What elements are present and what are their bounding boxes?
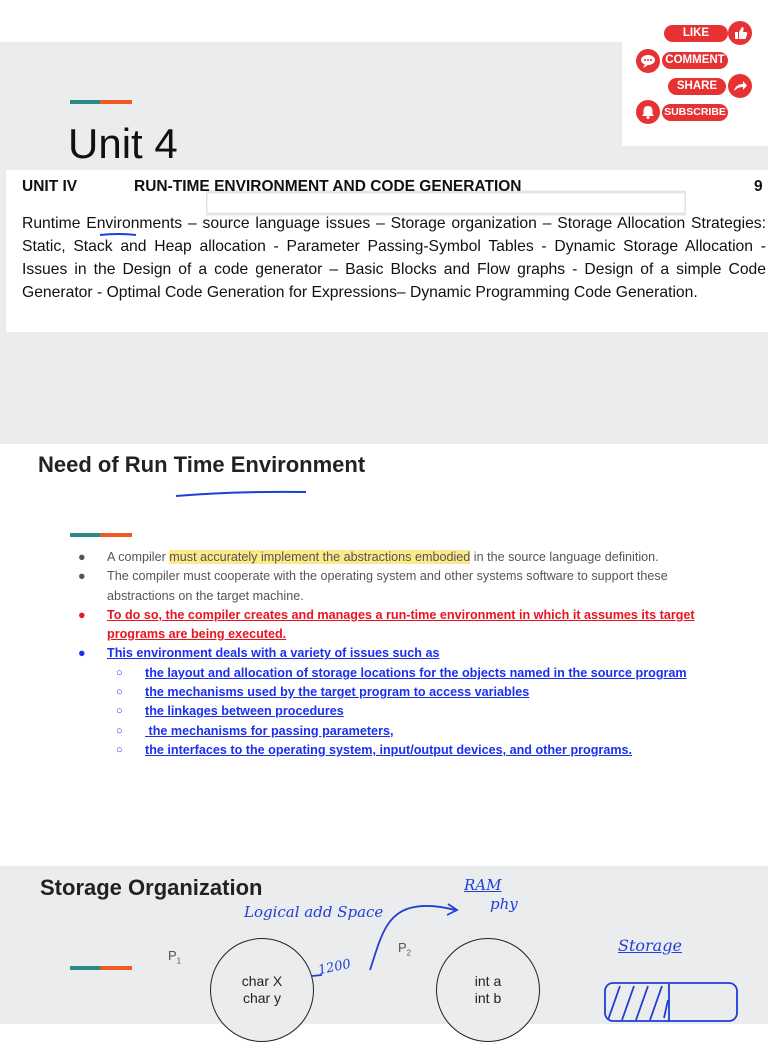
- process-label-p2: $P_2$: [398, 940, 412, 958]
- syllabus-heading: RUN-TIME ENVIRONMENT AND CODE GENERATION: [134, 178, 522, 195]
- bell-icon[interactable]: [636, 100, 660, 124]
- process-circle-p2: int a int b: [436, 938, 540, 1042]
- share-arrow-icon[interactable]: [728, 74, 752, 98]
- syllabus-box: [6, 170, 768, 332]
- sub-list-item: ○ the layout and allocation of storage locations for the objects named in the source program: [116, 665, 687, 680]
- handwritten-phy: phy: [490, 895, 518, 913]
- handwritten-storage: Storage: [618, 936, 682, 955]
- like-button[interactable]: LIKE: [664, 25, 728, 42]
- social-widget: [622, 0, 768, 146]
- accent-bar: [70, 100, 132, 104]
- list-item: ● To do so, the compiler creates and manages a run-time environment in which it assumes its target programs are being executed.: [78, 607, 695, 642]
- section-title-storage: Storage Organization: [40, 875, 263, 900]
- list-item: ● This environment deals with a variety of issues such as: [78, 646, 440, 661]
- sub-list-item: ○ the interfaces to the operating system, input/output devices, and other programs.: [116, 742, 633, 757]
- page-title: Unit 4: [68, 120, 178, 167]
- pen-underline: [98, 232, 138, 238]
- comment-button[interactable]: COMMENT: [662, 52, 728, 69]
- bullet-list: [76, 548, 736, 760]
- syllabus-body: Runtime Environments – source language issues – Storage organization – Storage Allocation Strategies: Static, Stack and Heap allocation - Parameter Passing-Symbol Tables - Dynamic Storage Allocation - Issues in the Design of a code generator – Basic Blocks and Flow graphs - Design of a simple Code Generator - Optimal Code Generation for Expressions– Dynamic Programming Code Generation.: [22, 215, 766, 301]
- share-button[interactable]: SHARE: [668, 78, 726, 95]
- process-label-p1: $P_1$: [168, 948, 182, 966]
- chat-bubble-icon[interactable]: [636, 49, 660, 73]
- handwritten-address: 1200: [316, 956, 353, 979]
- pen-underline: [174, 487, 308, 499]
- subscribe-button[interactable]: SUBSCRIBE: [662, 104, 728, 121]
- highlighted-text: must accurately implement the abstractions embodied: [169, 550, 471, 564]
- syllabus-hours: 9: [754, 178, 763, 195]
- syllabus-unit: UNIT IV: [22, 178, 78, 195]
- sub-list-item: ○ the mechanisms used by the target program to access variables: [116, 685, 530, 700]
- accent-bar: [70, 533, 132, 537]
- handwritten-arrows: [0, 880, 768, 1024]
- section-title-runtime: Need of Run Time Environment: [38, 452, 366, 477]
- sub-list-item: ○ the linkages between procedures: [116, 704, 344, 719]
- handwritten-logical-add-space: Logical add Space: [244, 903, 384, 921]
- process-circle-p1: char X char y: [210, 938, 314, 1042]
- list-item: ● The compiler must cooperate with the operating system and other systems software to support these abstractions on the target machine.: [78, 569, 668, 603]
- sub-list-item: ○ the mechanisms for passing parameters,: [116, 723, 394, 738]
- handwritten-ram: RAM: [464, 876, 502, 894]
- list-item: ● A compiler must accurately implement the abstractions embodied in the source language definition.: [78, 550, 659, 564]
- thumbs-up-icon[interactable]: [728, 21, 752, 45]
